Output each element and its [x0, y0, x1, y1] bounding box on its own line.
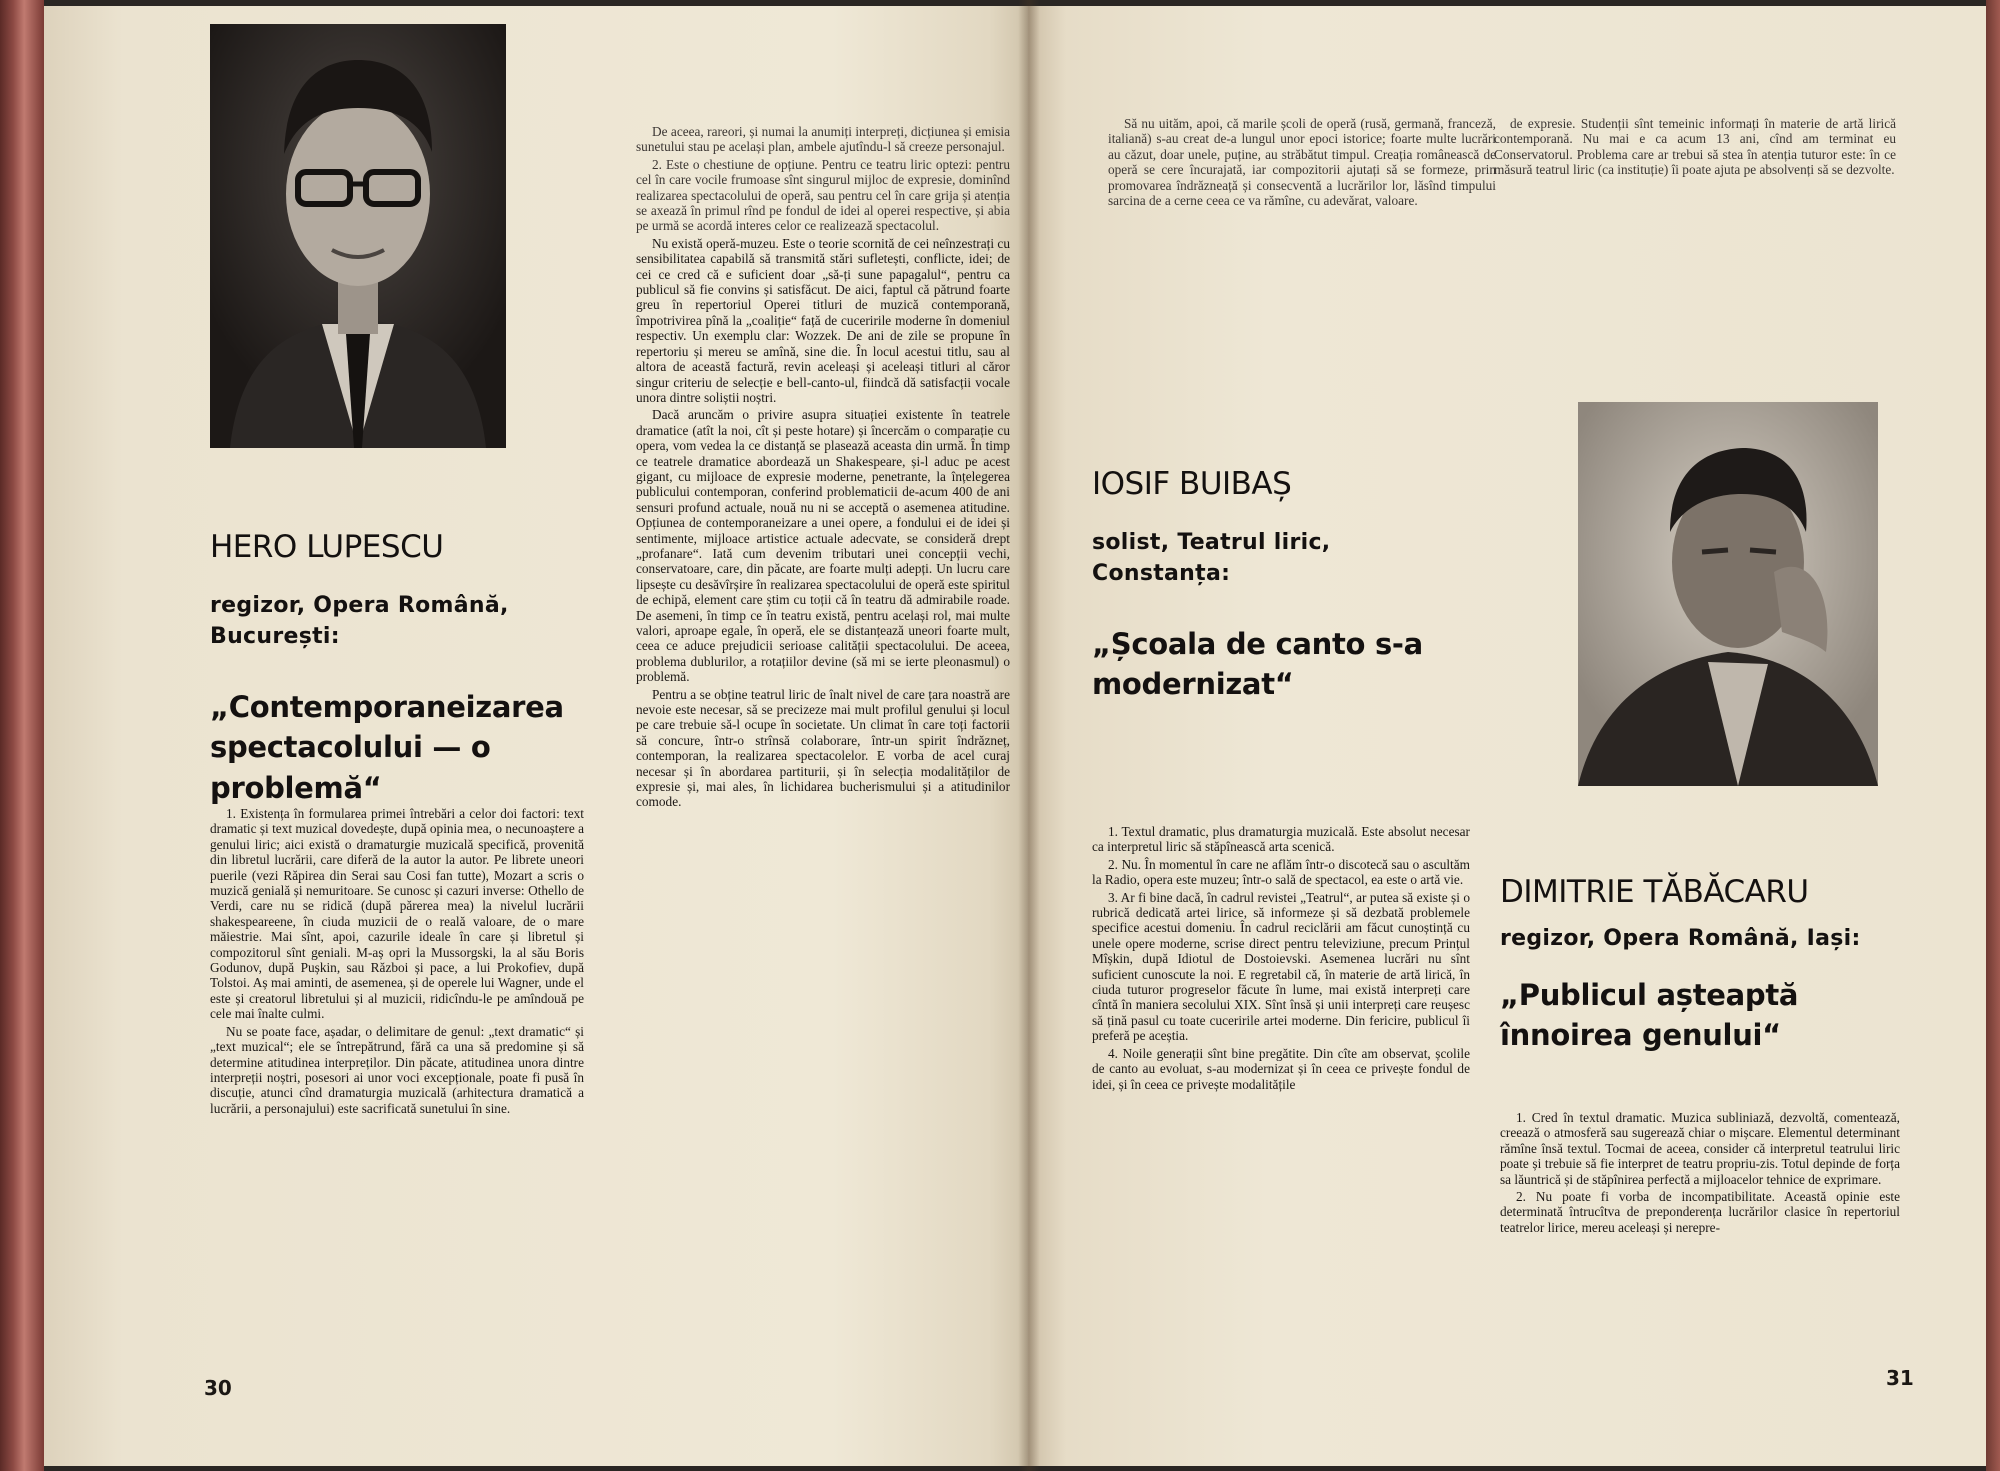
paragraph: Nu se poate face, așadar, o delimitare de genul: „text dramatic“ și „text muzical“; ele se întrepătrund, fără ca una să predomine și să determine atitudinea interpreților. Din păcate, atitudinea unora dintre interpreții noștri, posesori ai unor voci excepționale, poate fi pusă în discuție, atunci cînd dramaturgia muzicală (arhitectura dramatică a lucrării, a personajului) este sacrificată sunetului în sine. — [210, 1023, 584, 1116]
interviewee-role — [1092, 528, 1472, 590]
paragraph: 3. Ar fi bine dacă, în cadrul revistei „Teatrul“, ar putea să existe și o rubrică dedicată artei lirice, să informeze și să dezbată problemele specifice acestui domeniu. În cadrul reciclării am făcut cunoștință cu unele opere moderne, scrise direct pentru televiziune, precum Prințul Mîșkin, după Idiotul de Dostoievski. Asemenea lucrări nu sînt suficient cunoscute la noi. E regretabil că, în materie de artă lirică, în ciuda tuturor progreselor făcute în lume, mai există interpreți care cîntă în maniera secolului XIX. Sînt însă și unii interpreți care reușesc să țină pasul cu toate cuceririle artei moderne. Din fericire, publicul îi preferă pe aceștia. — [1092, 889, 1470, 1044]
paragraph: 1. Existența în formularea primei întrebări a celor doi factori: text dramatic și text muzical dovedește, după opinia mea, o necunoaștere a genului liric; aici există o dramaturgie muzicală specifică, provenită din libretul lucrării, care diferă de la autor la autor. Pe librete uneori puerile (vezi Răpirea din Serai sau Cosi fan tutte), Mozart a scris o muzică genială și nemuritoare. Se cunosc și cazuri inverse: Othello de Verdi, care nu se ridică (după părerea mea) la nivelul lucrării shakespeareene, în ciuda muzicii de o reală valoare, de o mare măiestrie. Mai sînt, apoi, cazurile ideale în care și libretul și compozitorul sînt geniali. M-aș opri la Mussorgski, la al său Boris Godunov, după Pușkin, sau Război și pace, a lui Prokofiev, după Tolstoi. Aș mai aminti, de asemenea, și de operele lui Wagner, unde el este și creatorul libretului și al muzicii, ridicîndu-le pe amîndouă pe cele mai înalte culmi. — [210, 806, 584, 1022]
interview-heading-iosif-buibas — [1092, 466, 1472, 705]
role-line-2: Constanța: — [1092, 560, 1231, 586]
right-column-2-top — [1494, 116, 1896, 178]
paragraph: 2. Nu poate fi vorba de incompatibilitate. Această opinie este determinată întrucîtva de preponderența lucrărilor clasice în repertoriul teatrelor lirice, mereu aceleași și nerepre- — [1500, 1189, 1900, 1235]
left-page — [44, 6, 1028, 1466]
role-line-2: București: — [210, 623, 340, 649]
paragraph: Nu există operă-muzeu. Este o teorie scornită de cei neînzestrați cu sensibilitatea capabilă să transmită stări sufletești, conflicte, idei; de cei ce cred că e suficient doar „să-ți sune papagalul“, pentru ca publicul să fie convins și satisfăcut. De aici, faptul că pătrund foarte greu în repertoriul Operei titluri de muzică contemporană, împotrivirea pînă la „coaliție“ față de cuceririle moderne în domeniul respectiv. Un exemplu clar: Wozzek. De ani de zile se propune în repertoriu și mereu se amînă, sine die. În locul acestui titlu, sau al altora de această factură, revin aceleași și aceleași titluri al căror singur criteriu de selecție e bell-canto-ul, fiindcă dă satisfacții vocale unora dintre soliștii noștri. — [636, 235, 1010, 405]
interview-heading-dimitrie-tabacaru — [1500, 874, 1970, 1056]
title-line-1: „Publicul așteaptă — [1500, 977, 1799, 1012]
interview-title — [210, 687, 630, 809]
interviewee-name: IOSIF BUIBAȘ — [1092, 466, 1292, 502]
right-column-2-body — [1500, 1110, 1900, 1235]
book-binding — [0, 0, 44, 1471]
right-column-1-top — [1108, 116, 1496, 208]
title-line-2: înnoirea genului“ — [1500, 1018, 1781, 1053]
page-number-left: 30 — [204, 1376, 232, 1400]
left-column-2 — [636, 124, 1010, 810]
interviewee-name: HERO LUPESCU — [210, 529, 444, 565]
paragraph: Pentru a se obține teatrul liric de înalt nivel de care țara noastră are nevoie este necesar, să se precizeze mai mult profilul genului și locul pe care trebuie să-l ocupe în societate. Un climat în care toți factorii să concure, într-o strînsă colaborare, într-un spirit îndrăzneț, contemporan, la realizarea spectacolelor. E vorba de acel curaj necesar și în abordarea partiturii, și în selecția modalităților de expresie și, mai ales, în lichidarea bucherismului și a atitudinilor comode. — [636, 686, 1010, 810]
paragraph: de expresie. Studenții sînt temeinic informați în materie de artă lirică contemporană. Nu mai e ca acum 13 ani, cînd am terminat eu Conservatorul. Problema care ar trebui să stea în atenția tuturor este: în ce măsură teatrul liric (ca instituție) îi poate ajuta pe absolvenți să se dezvolte. — [1494, 116, 1896, 178]
right-column-1-body — [1092, 824, 1470, 1092]
interview-title — [1500, 975, 1970, 1056]
title-line-2: spectacolului — o problemă“ — [210, 730, 491, 805]
paragraph: 1. Cred în textul dramatic. Muzica subliniază, dezvoltă, comentează, creează o atmosferă sau sugerează chiar o mișcare. Elementul determinant rămîne însă textul. Tocmai de aceea, consider că interpretul teatrului liric poate și trebuie să fie interpret de teatru propriu-zis. Totul depinde de forța sa lăuntrică și de stăpînirea perfectă a mijloacelor tehnice de exprimare. — [1500, 1110, 1900, 1187]
left-column-1 — [210, 806, 584, 1116]
paragraph: 2. Nu. În momentul în care ne aflăm într-o discotecă sau o ascultăm la Radio, opera este muzeu; într-o sală de spectacol, ea este o artă vie. — [1092, 856, 1470, 888]
paragraph: 4. Noile generații sînt bine pregătite. Din cîte am observat, școlile de canto au evoluat, s-au modernizat și în ceea ce privește fondul de idei, și în ceea ce privește modalitățile — [1092, 1045, 1470, 1092]
title-line-1: „Contemporaneizarea — [210, 689, 564, 724]
page-number-right: 31 — [1886, 1366, 1914, 1390]
paragraph: Dacă aruncăm o privire asupra situației existente în teatrele dramatice (atît la noi, cît și peste hotare) și încercăm o comparație cu opera, vom vedea la ce distanță se plasează aceasta din urmă. În timp ce teatrele dramatice abordează un Shakespeare, și-l aduc pe acest gigant, cu mijloace de expresie moderne, penetrante, la înțelegerea publicului contemporan, conferind problematicii de-acum 400 de ani sensuri profund actuale, nouă nu ni se acceptă o asemenea atitudine. Opțiunea de contemporaneizare a unei opere, a fondului ei de idei și sentimente, mijloace artistice actuale adecvate, se consideră drept „profanare“. Iată cum devenim tributari unei concepții vechi, conservatoare, care, din păcate, are foarte mulți adepți. Un lucru care lipsește cu desăvîrșire în realizarea spectacolului de operă este spiritul de echipă, element care știm cu toții că în teatru dă admirabile roade. De asemeni, în timp ce în teatru există, pentru același rol, mai multe valori, aproape egale, în operă, ele se distanțează uneori foarte mult, ceea ce aduce prejudicii serioase calității spectacolului. De aceea, problema dublurilor, a rotațiilor devine (să mi se ierte pleonasmul) o problemă. — [636, 407, 1010, 685]
book-edge-right — [1986, 0, 2000, 1471]
interviewee-role — [210, 591, 630, 653]
interviewee-name: DIMITRIE TĂBĂCARU — [1500, 874, 1809, 910]
paragraph: 2. Este o chestiune de opțiune. Pentru ce teatru liric optezi: pentru cel în care vocile frumoase sînt singurul mijloc de expresie, dominînd realizarea spectacolului de operă, sau pentru cel în care grija și atenția se axează în primul rînd pe fondul de idei al operei respective, și abia pe urmă se acordă interes celor ce realizează spectacolul. — [636, 156, 1010, 234]
title-line-1: „Școala de canto s-a — [1092, 626, 1423, 661]
interviewee-role: regizor, Opera Română, Iași: — [1500, 926, 1861, 951]
paragraph: Să nu uităm, apoi, că marile școli de operă (rusă, germană, franceză, italiană) s-au creat de-a lungul unor epoci istorice; foarte multe lucrări au căzut, doar unele, puține, au străbătut timpul. Creația românească de operă se cere încurajată, iar compozitorii ajutați să se formeze, prin promovarea îndrăzneață și consecventă a lucrărilor lor, lăsînd timpului sarcina de a cerne ceea ce va rămîne, cu adevărat, valoare. — [1108, 116, 1496, 209]
paragraph: 1. Textul dramatic, plus dramaturgia muzicală. Este absolut necesar ca interpretul liric să stăpînească arta scenică. — [1092, 824, 1470, 855]
role-line-1: solist, Teatrul liric, — [1092, 530, 1331, 555]
right-page — [1028, 6, 1986, 1466]
title-line-2: modernizat“ — [1092, 667, 1294, 702]
role-line-1: regizor, Opera Română, — [210, 593, 509, 618]
interview-title — [1092, 624, 1472, 705]
paragraph: De aceea, rareori, și numai la anumiți interpreți, dicțiunea și emisia sunetului stau pe același plan, ambele ajutîndu-l să creeze personajul. — [636, 124, 1010, 155]
portrait-photo-hero-lupescu — [210, 24, 506, 448]
interview-heading-hero-lupescu — [210, 529, 630, 808]
portrait-photo-dimitrie-tabacaru — [1578, 402, 1878, 786]
